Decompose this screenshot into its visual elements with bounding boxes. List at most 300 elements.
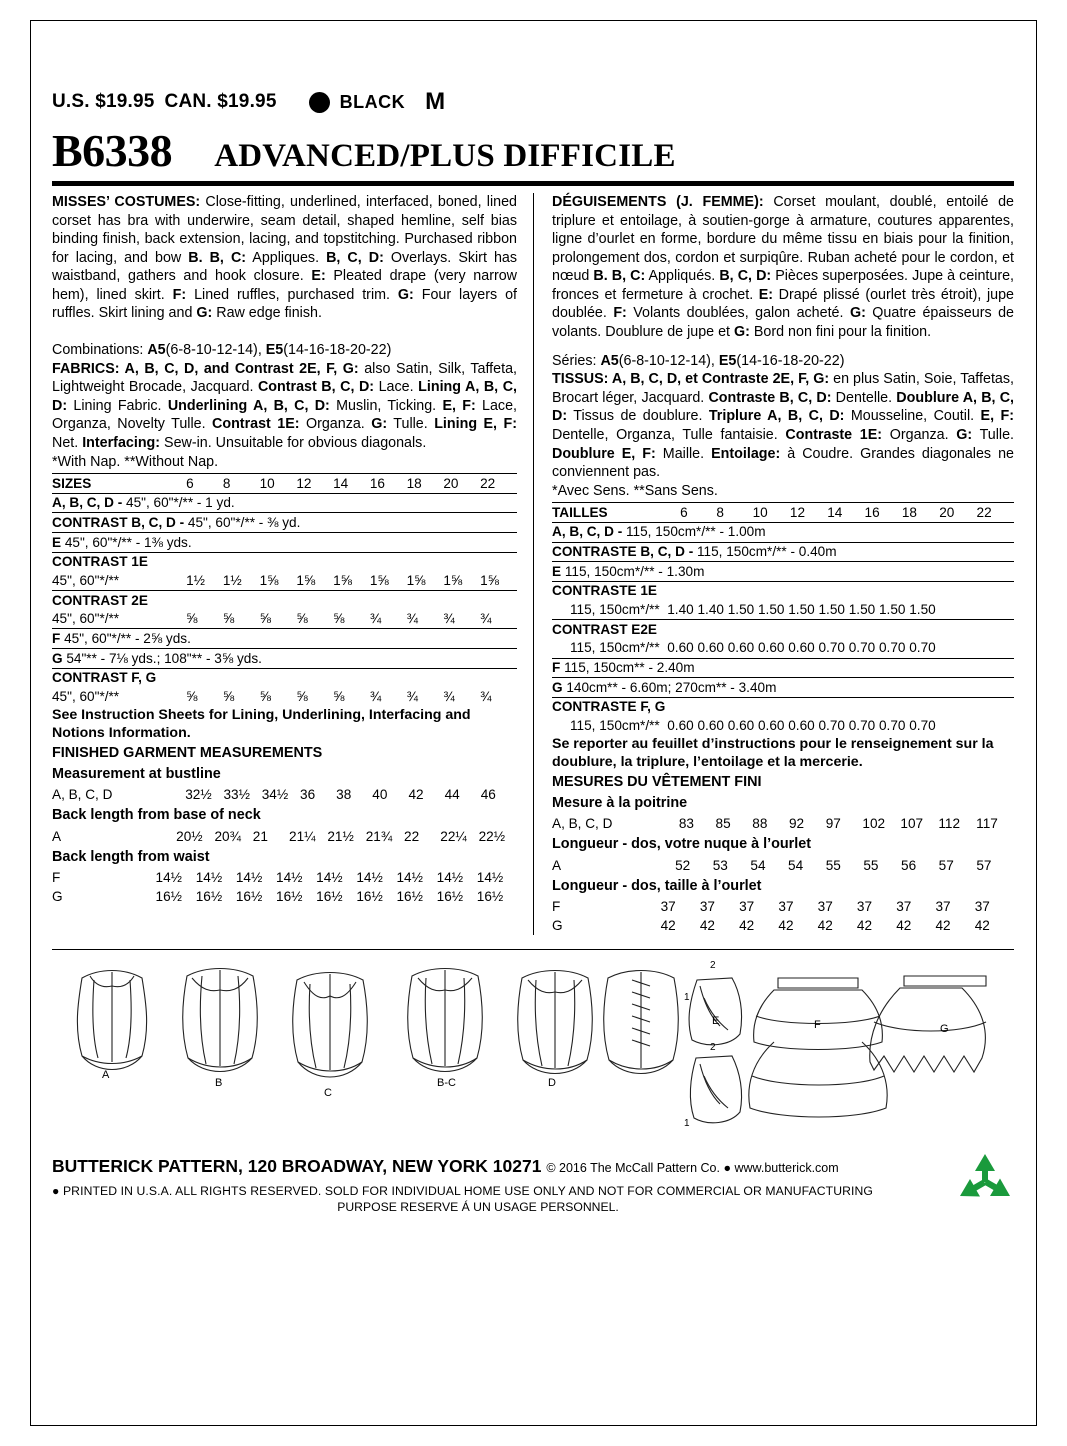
yardage-fr-4-v8: 1.50 — [909, 602, 936, 618]
lining-label-en: Lining A, B, C, D: — [52, 379, 517, 414]
table-row — [52, 474, 517, 494]
table-row — [552, 898, 1014, 917]
lining-text-en: Lining Fabric. — [67, 397, 168, 414]
contrast-bcd-label-fr: Contraste B, C, D: — [708, 389, 832, 406]
yardage-label-2-fr: E — [552, 563, 562, 579]
backneck-fr-v2: 54 — [750, 857, 766, 873]
table-row — [52, 552, 517, 571]
yardage-4-v3: 1⅝ — [296, 572, 316, 588]
backwaist-fr-f-v4: 37 — [817, 899, 833, 915]
lining-text-fr: Tissus de doublure. — [567, 408, 709, 425]
backwaist-fr-g-v4: 42 — [817, 917, 833, 933]
drape-label-2-top: 2 — [710, 959, 716, 971]
size-col-7: 20 — [443, 475, 459, 491]
yardage-10-v1: ⅝ — [222, 688, 235, 704]
desc-text-3-en: Pleated drape (very narrow hem), lined skirt. — [52, 268, 517, 303]
ef-label-fr: E, F: — [980, 408, 1014, 425]
nap-note-en: *With Nap. **Without Nap. — [52, 453, 219, 470]
column-french — [533, 193, 1014, 935]
yardage-text-6-fr: 115, 150cm*/** — [570, 640, 660, 656]
backneck-fr-v3: 54 — [788, 857, 804, 873]
description-paragraph-en — [52, 193, 517, 323]
footer — [52, 1156, 1014, 1214]
backwaist-f-v5: 14½ — [356, 869, 383, 885]
view-bc-drawing — [408, 968, 483, 1071]
lining-ef-label-en: Lining E, F: — [434, 416, 517, 433]
backwaist-f-v3: 14½ — [276, 869, 303, 885]
backwaist-g-label-fr: G — [552, 917, 563, 933]
yardage-text-10-en: 45", 60"*/** — [52, 688, 120, 704]
combinations-fr — [552, 352, 1014, 371]
desc-text-4-fr: Volants doublées, galon acheté. — [626, 305, 850, 322]
ef-text-en: Lace, Organza, Novelty Tulle. — [52, 397, 517, 433]
yardage-fr-4-v7: 1.50 — [879, 602, 906, 618]
view-c-drawing — [293, 972, 368, 1077]
size-col-fr-6: 18 — [901, 504, 917, 520]
lining-ef-text-en: Net. — [52, 434, 83, 451]
yardage-fr-6-v8: 0.70 — [909, 640, 936, 656]
difficulty-level: ADVANCED/PLUS DIFFICILE — [214, 138, 676, 174]
backwaist-f-label-fr: F — [552, 899, 561, 915]
g-text-fr: Tulle. — [972, 426, 1014, 443]
bustline-label-en: A, B, C, D — [52, 787, 113, 803]
combination-a5-sizes-en: (6-8-10-12-14), — [165, 342, 266, 359]
desc-bold-1-fr: B. B, C: — [593, 268, 646, 285]
desc-bold-5-en: G: — [397, 286, 414, 303]
combinations-label-fr: Séries: — [552, 352, 601, 369]
yardage-6-v8: ¾ — [480, 611, 492, 627]
recycle-icon — [956, 1152, 1014, 1213]
backneck-fr-v6: 56 — [901, 857, 917, 873]
instruction-note-fr: Se reporter au feuillet d’instructions pour le renseignement sur la doublure, la triplure, l’entoilage et la mercerie. — [552, 736, 994, 771]
backwaist-fr-g-v1: 42 — [699, 917, 715, 933]
fabrics-label-fr: TISSUS: A, B, C, D, et Contraste 2E, F, G: — [552, 371, 830, 388]
bust-fr-v2: 88 — [752, 816, 768, 832]
fabrics-label-en: FABRICS: A, B, C, D, and Contrast 2E, F, G: — [52, 360, 359, 377]
line-drawings-svg — [52, 950, 1014, 1148]
table-row — [52, 668, 517, 687]
fabrics-paragraph-fr — [552, 370, 1014, 481]
yardage-6-v3: ⅝ — [296, 611, 308, 627]
yardage-fr-6-v1: 0.60 — [697, 640, 724, 656]
lining-label-fr: Doublure A, B, C, D: — [552, 389, 1014, 425]
yardage-label-7-fr: F — [552, 660, 561, 676]
desc-text-2-fr: Pièces superposées. Jupe à ceinture, fronces et fermeture à crochet. — [552, 268, 1015, 303]
title-row — [52, 124, 1014, 177]
size-col-fr-7: 20 — [939, 504, 955, 520]
backwaist-f-label-en: F — [52, 869, 61, 885]
bust-v5: 40 — [372, 787, 388, 803]
table-row — [552, 620, 1014, 639]
yardage-text-0-fr: 115, 150cm*/** - 1.00m — [622, 524, 766, 540]
combination-a5-fr: A5 — [600, 352, 619, 369]
pattern-number: B6338 — [52, 125, 173, 176]
yardage-fr-10-v1: 0.60 — [697, 718, 724, 734]
yardage-text-8-en: 54"** - 7⅛ yds.; 108"** - 3⅝ yds. — [62, 650, 262, 666]
size-col-3: 12 — [296, 475, 312, 491]
yardage-fr-4-v1: 1.40 — [697, 602, 724, 618]
table-row — [52, 571, 517, 590]
yardage-fr-4-v6: 1.50 — [848, 602, 876, 618]
yardage-fr-10-v0: 0.60 — [667, 718, 694, 734]
table-row — [552, 697, 1014, 716]
view-label-g: G — [940, 1022, 949, 1035]
desc-text-6-en: Raw edge finish. — [212, 305, 322, 322]
bust-v6: 42 — [408, 787, 424, 803]
backwaist-f-v7: 14½ — [436, 869, 464, 885]
combination-a5-en: A5 — [147, 342, 166, 359]
yardage-6-v1: ⅝ — [222, 611, 235, 627]
combination-e5-sizes-en: (14-16-18-20-22) — [283, 342, 392, 359]
yardage-label-3-en: CONTRAST 1E — [52, 554, 148, 570]
view-d-drawing — [518, 970, 593, 1073]
contrast-bcd-text-en: Lace. — [374, 379, 419, 396]
yardage-text-0-en: 45", 60"*/** - 1 yd. — [122, 495, 235, 511]
backwaist-fr-g-v8: 42 — [974, 917, 990, 933]
backwaist-fr-f-v2: 37 — [739, 899, 755, 915]
backwaist-fr-f-v8: 37 — [974, 899, 990, 915]
size-col-2: 10 — [259, 475, 275, 491]
desc-bold-2-en: B, C, D: — [326, 249, 384, 266]
combination-e5-en: E5 — [265, 342, 284, 359]
size-col-4: 14 — [333, 475, 349, 491]
finished-title-en: FINISHED GARMENT MEASUREMENTS — [52, 745, 323, 762]
yardage-4-v4: 1⅝ — [333, 572, 353, 588]
backlength-neck-table-en — [52, 827, 517, 846]
yardage-text-4-en: 45", 60"*/** — [52, 572, 120, 588]
yardage-text-7-en: 45", 60"*/** - 2⅝ yds. — [60, 630, 191, 646]
table-row — [52, 591, 517, 610]
yardage-label-1-en: CONTRAST B, C, D - — [52, 514, 185, 530]
drape-label-1-top: 1 — [684, 991, 690, 1003]
legal-line-1: ● PRINTED IN U.S.A. ALL RIGHTS RESERVED. SOLD FOR INDIVIDUAL HOME USE ONLY AND NOT FOR COMMERCIAL OR MANUFACTURING — [52, 1183, 873, 1198]
backwaist-fr-f-v0: 37 — [660, 899, 676, 915]
combinations-en — [52, 341, 517, 360]
interfacing-text-en: Sew-in. Unsuitable for obvious diagonals. — [160, 434, 427, 451]
contrast1e-text-en: Organza. — [299, 416, 372, 433]
desc-text-1-fr: Appliqués. — [645, 268, 720, 285]
backlength-waist-table-fr — [552, 898, 1014, 935]
view-label-e: E — [712, 1014, 720, 1027]
backlength-waist-table-en — [52, 868, 517, 905]
bust-fr-v4: 97 — [825, 816, 841, 832]
yardage-fr-6-v7: 0.70 — [879, 640, 906, 656]
desc-bold-5-fr: G: — [849, 305, 866, 322]
backlength-neck-title-fr: Longueur - dos, votre nuque à l’ourlet — [552, 836, 812, 853]
backwaist-fr-g-v5: 42 — [856, 917, 873, 933]
lining-ef-label-fr: Doublure E, F: — [552, 445, 656, 462]
finished-measurements-table-fr — [552, 815, 1014, 834]
desc-text-6-fr: Bord non fini pour la finition. — [749, 324, 932, 341]
table-row — [552, 916, 1014, 935]
bust-v2: 34½ — [261, 787, 289, 803]
backwaist-f-v1: 14½ — [195, 869, 223, 885]
table-row — [552, 581, 1014, 600]
table-row — [52, 533, 517, 553]
color-label: BLACK — [339, 91, 406, 112]
desc-text-5-fr: Quatre épaisseurs de volants. Doublure de jupe et — [552, 305, 1014, 341]
backneck-v1: 20¾ — [214, 828, 241, 844]
yardage-text-7-fr: 115, 150cm** - 2.40m — [560, 660, 695, 676]
backwaist-g-v6: 16½ — [396, 888, 423, 904]
yardage-4-v7: 1⅝ — [443, 572, 463, 588]
backwaist-g-v8: 16½ — [476, 888, 504, 904]
yardage-fr-10-v6: 0.70 — [848, 718, 876, 734]
yardage-text-1-fr: 115, 150cm*/** - 0.40m — [693, 544, 837, 560]
backwaist-fr-g-v7: 42 — [935, 917, 951, 933]
contrast1e-label-en: Contrast 1E: — [212, 416, 300, 433]
description-text-fr: Corset moulant, doublé, entoilé de triplure et entoilage, à soutien-gorge à armature, coutures apparentes, ligne d’ourlet en forme, bordure du même tissu en biais pour la finition, prolongement dos, cordon et surpiqûre. Ruban acheté pour le cordon, et nœud — [552, 194, 1014, 285]
view-g-drawing — [870, 976, 986, 1072]
backwaist-fr-g-v0: 42 — [660, 917, 676, 933]
g-text-en: Tulle. — [387, 416, 435, 433]
combination-e5-fr: E5 — [718, 352, 737, 369]
copyright-text[interactable]: © 2016 The McCall Pattern Co. ● www.butterick.com — [546, 1160, 839, 1175]
backneck-v3: 21¼ — [289, 828, 316, 844]
interfacing-label-en: Interfacing: — [82, 434, 161, 451]
view-label-bc: B-C — [437, 1076, 456, 1089]
backneck-v6: 22 — [404, 828, 420, 844]
yardage-fr-10-v4: 0.60 — [788, 718, 815, 734]
yardage-fr-6-v6: 0.70 — [848, 640, 876, 656]
desc-text-2-en: Overlays. Skirt has waistband, gathers and hook closure. — [52, 249, 518, 285]
company-address: BUTTERICK PATTERN, 120 BROADWAY, NEW YORK 10271 — [52, 1155, 542, 1176]
size-col-fr-5: 16 — [864, 504, 880, 520]
yardage-label-9-en: CONTRAST F, G — [52, 670, 157, 686]
view-label-a: A — [102, 1068, 110, 1081]
backlength-neck-title-en: Back length from base of neck — [52, 807, 261, 824]
yardage-table-en — [52, 473, 517, 706]
yardage-text-2-fr: 115, 150cm*/** - 1.30m — [561, 563, 705, 579]
yardage-fr-6-v3: 0.60 — [758, 640, 785, 656]
size-col-fr-8: 22 — [976, 504, 992, 520]
yardage-label-8-en: G — [52, 650, 63, 666]
backwaist-f-v0: 14½ — [155, 869, 183, 885]
backwaist-fr-f-v6: 37 — [896, 899, 912, 915]
size-col-5: 16 — [369, 475, 385, 491]
yardage-label-2-en: E — [52, 534, 62, 550]
bust-fr-v6: 107 — [900, 816, 924, 832]
sizes-header-label-fr: TAILLES — [552, 504, 608, 520]
yardage-4-v0: 1½ — [186, 572, 206, 588]
table-row — [552, 815, 1014, 834]
backlength-waist-title-en: Back length from waist — [52, 848, 210, 865]
yardage-fr-10-v5: 0.70 — [818, 718, 845, 734]
backwaist-g-v2: 16½ — [235, 888, 263, 904]
backwaist-fr-f-v5: 37 — [856, 899, 873, 915]
backwaist-g-v5: 16½ — [356, 888, 383, 904]
yardage-text-10-fr: 115, 150cm*/** — [570, 718, 660, 734]
interfacing-label-fr: Entoilage: — [711, 445, 781, 462]
yardage-text-1-en: 45", 60"*/** - ⅜ yd. — [184, 514, 301, 530]
desc-bold-3-fr: E: — [758, 286, 774, 303]
size-col-0: 6 — [186, 475, 194, 491]
lining-ef-text-fr: Maille. — [655, 445, 712, 462]
size-col-fr-1: 8 — [716, 504, 724, 520]
header-divider — [52, 181, 1014, 186]
backneck-v4: 21½ — [327, 828, 354, 844]
yardage-text-4-fr: 115, 150cm*/** — [570, 602, 660, 618]
bustline-title-en: Measurement at bustline — [52, 765, 221, 782]
yardage-6-v4: ⅝ — [333, 611, 345, 627]
finished-title-fr: MESURES DU VÊTEMENT FINI — [552, 774, 762, 791]
table-row — [52, 513, 517, 533]
yardage-fr-4-v2: 1.50 — [727, 602, 755, 618]
bust-fr-v5: 102 — [862, 816, 886, 832]
desc-bold-2-fr: B, C, D: — [719, 268, 772, 285]
combinations-label-en: Combinations: — [52, 342, 148, 359]
yardage-label-0-fr: A, B, C, D - — [552, 524, 623, 540]
fabrics-text-fr: en plus Satin, Soie, Taffetas, Brocart léger, Jacquard. — [552, 371, 1014, 406]
g-label-fr: G: — [956, 426, 973, 443]
table-row — [52, 493, 517, 513]
interfacing-text-fr: à Coudre. Grandes diagonales ne conviennent pas. — [552, 445, 1014, 481]
backwaist-f-v2: 14½ — [235, 869, 263, 885]
backneck-fr-v5: 55 — [863, 857, 879, 873]
backwaist-f-v8: 14½ — [476, 869, 504, 885]
desc-bold-4-fr: F: — [613, 305, 627, 322]
backneck-fr-v7: 57 — [938, 857, 954, 873]
finished-measurements-table-en — [52, 786, 517, 805]
yardage-label-9-fr: CONTRASTE F, G — [552, 699, 666, 715]
combination-a5-sizes-fr: (6-8-10-12-14), — [618, 352, 719, 369]
bust-v0: 32½ — [185, 787, 212, 803]
combination-e5-sizes-fr: (14-16-18-20-22) — [736, 352, 845, 369]
backneck-v8: 22½ — [478, 828, 506, 844]
desc-bold-3-en: E: — [311, 268, 326, 285]
yardage-4-v5: 1⅝ — [369, 572, 389, 588]
table-row — [552, 658, 1014, 678]
bust-v3: 36 — [300, 787, 316, 803]
bustline-title-fr: Mesure à la poitrine — [552, 795, 688, 812]
yardage-fr-6-v0: 0.60 — [667, 640, 694, 656]
table-row — [52, 649, 517, 669]
nap-note-fr: *Avec Sens. **Sans Sens. — [552, 482, 718, 499]
table-row — [552, 503, 1014, 523]
price-row — [52, 88, 1014, 116]
price-can: CAN. $19.95 — [164, 91, 277, 112]
description-text-en: Close-fitting, underlined, interfaced, boned, lined corset has bra with underwire, seam detail, shaped hemline, self bias binding finish, back extension, lacing, and topstitching. Purchased ribbon for lacing, and bow — [52, 194, 517, 266]
yardage-4-v8: 1⅝ — [480, 572, 500, 588]
yardage-label-8-fr: G — [552, 679, 563, 695]
footer-company-line — [52, 1156, 1014, 1177]
backwaist-g-v1: 16½ — [195, 888, 223, 904]
yardage-fr-10-v8: 0.70 — [909, 718, 936, 734]
yardage-table-fr — [552, 502, 1014, 735]
view-label-f: F — [814, 1018, 821, 1031]
size-col-fr-0: 6 — [680, 504, 688, 520]
desc-bold-4-en: F: — [172, 286, 187, 303]
ef-label-en: E, F: — [442, 397, 476, 414]
contrast-bcd-label-en: Contrast B, C, D: — [257, 379, 375, 396]
view-label-c: C — [324, 1086, 332, 1099]
bust-v1: 33½ — [223, 787, 250, 803]
table-row — [52, 868, 517, 887]
backneck-v5: 21¾ — [365, 828, 393, 844]
color-swatch-icon — [309, 92, 330, 113]
table-row — [552, 639, 1014, 658]
table-row — [552, 562, 1014, 582]
backwaist-fr-f-v7: 37 — [935, 899, 951, 915]
backwaist-fr-g-v2: 42 — [739, 917, 755, 933]
yardage-text-6-en: 45", 60"*/** — [52, 611, 120, 627]
view-back-drawing — [604, 970, 679, 1073]
backwaist-g-v0: 16½ — [155, 888, 183, 904]
fabrics-paragraph-en — [52, 360, 517, 453]
instruction-note-en: See Instruction Sheets for Lining, Underlining, Interfacing and Notions Information. — [52, 707, 471, 742]
view-f-drawing — [749, 978, 887, 1117]
yardage-4-v6: 1⅝ — [406, 572, 426, 588]
bust-fr-v0: 83 — [678, 816, 694, 832]
contrast1e-label-fr: Contraste 1E: — [785, 426, 883, 443]
contrast1e-text-fr: Organza. — [882, 426, 957, 443]
desc-text-3-fr: Drapé plissé (ourlet très étroit), jupe doublée. — [552, 286, 1015, 322]
backwaist-g-label-en: G — [52, 888, 63, 904]
table-row — [52, 887, 517, 906]
yardage-label-1-fr: CONTRASTE B, C, D - — [552, 544, 694, 560]
legal-line-2: PURPOSE RESERVE Á UN USAGE PERSONNEL. — [337, 1199, 619, 1214]
table-row — [552, 717, 1014, 736]
pattern-envelope-back — [52, 88, 1014, 1214]
yardage-6-v2: ⅝ — [259, 611, 271, 627]
table-row — [52, 687, 517, 706]
backwaist-g-v3: 16½ — [276, 888, 303, 904]
description-title-fr: DÉGUISEMENTS (J. FEMME): — [552, 194, 764, 210]
view-a-drawing — [77, 970, 146, 1069]
size-col-8: 22 — [480, 475, 496, 491]
yardage-fr-4-v3: 1.50 — [758, 602, 785, 618]
yardage-10-v3: ⅝ — [296, 688, 308, 704]
drape-label-2-bottom: 2 — [710, 1041, 716, 1053]
ef-text-fr: Dentelle, Organza, Tulle fantaisie. — [552, 426, 786, 443]
yardage-6-v5: ¾ — [369, 611, 382, 627]
underlining-label-en: Underlining A, B, C, D: — [167, 397, 330, 414]
backneck-label-fr: A — [552, 857, 562, 873]
bust-v4: 38 — [336, 787, 352, 803]
table-row — [52, 629, 517, 649]
yardage-fr-10-v3: 0.60 — [758, 718, 785, 734]
backwaist-fr-f-v1: 37 — [699, 899, 715, 915]
bust-v7: 44 — [444, 787, 460, 803]
backneck-v7: 22¼ — [440, 828, 467, 844]
backwaist-f-v6: 14½ — [396, 869, 423, 885]
size-col-fr-2: 10 — [752, 504, 768, 520]
yardage-10-v6: ¾ — [406, 688, 418, 704]
size-col-6: 18 — [406, 475, 422, 491]
yardage-4-v2: 1⅝ — [259, 572, 279, 588]
table-row — [552, 601, 1014, 620]
description-paragraph-fr — [552, 193, 1014, 342]
backneck-fr-v1: 53 — [712, 857, 728, 873]
yardage-fr-6-v4: 0.60 — [788, 640, 815, 656]
backwaist-g-v4: 16½ — [316, 888, 343, 904]
view-label-d: D — [548, 1076, 556, 1089]
drape-label-1-bottom: 1 — [684, 1117, 690, 1129]
yardage-fr-6-v5: 0.70 — [818, 640, 845, 656]
backwaist-fr-g-v3: 42 — [778, 917, 794, 933]
desc-bold-1-en: B. B, C: — [188, 249, 247, 266]
yardage-fr-4-v4: 1.50 — [788, 602, 815, 618]
size-col-fr-3: 12 — [789, 504, 806, 520]
content-columns — [52, 193, 1014, 935]
bust-fr-v1: 85 — [715, 816, 731, 832]
backneck-fr-v4: 55 — [825, 857, 841, 873]
line-drawings-band — [52, 949, 1014, 1150]
fabrics-text-en: also Satin, Silk, Taffeta, Lightweight Brocade, Jacquard. — [52, 360, 517, 396]
yardage-10-v0: ⅝ — [186, 688, 198, 704]
underlining-label-fr: Triplure A, B, C, D: — [708, 408, 845, 425]
backneck-v2: 21 — [252, 828, 268, 844]
